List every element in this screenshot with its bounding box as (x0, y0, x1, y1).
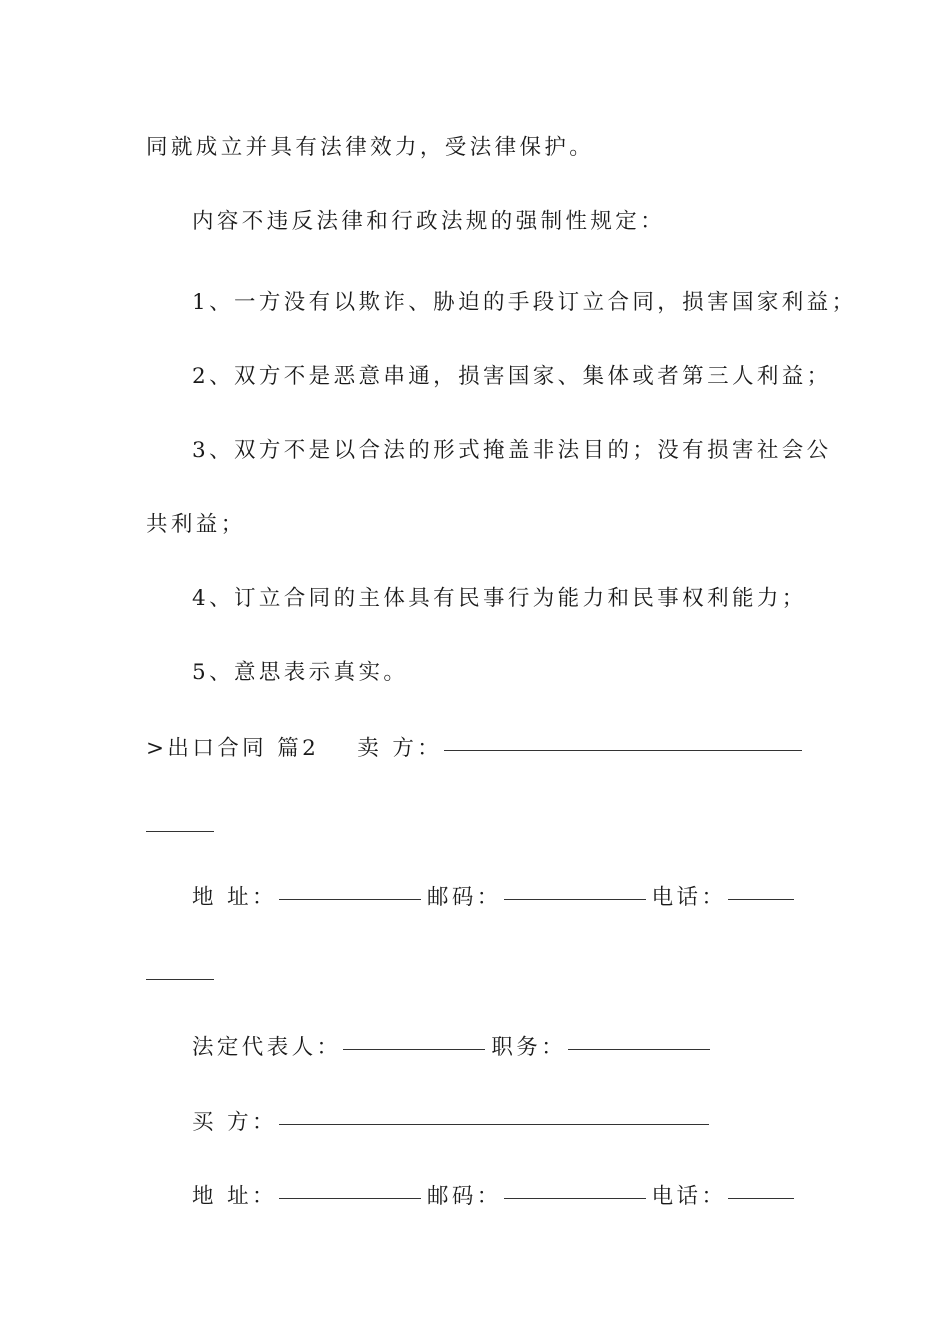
paragraph-mandatory-rules: 内容不违反法律和行政法规的强制性规定： (192, 209, 666, 234)
list-item-2: 2、双方不是恶意串通，损害国家、集体或者第三人利益； (192, 364, 832, 389)
legal-rep-blank[interactable] (343, 1048, 485, 1050)
buyer-phone-blank[interactable] (728, 1197, 794, 1199)
seller-blank[interactable] (444, 749, 802, 751)
position-label: 职务： (491, 1035, 567, 1060)
buyer-blank[interactable] (279, 1123, 709, 1125)
list-item-4: 4、订立合同的主体具有民事行为能力和民事权利能力； (192, 586, 807, 611)
paragraph-validity-end: 同就成立并具有法律效力，受法律保护。 (146, 135, 595, 160)
contract-heading: >出口合同 篇2 (146, 736, 320, 761)
buyer-row (192, 1103, 810, 1143)
list-item-3-continued: 共利益； (146, 512, 246, 537)
seller-address-row (192, 878, 810, 918)
seller-phone-label: 电话： (651, 885, 727, 910)
list-item-1: 1、一方没有以欺诈、胁迫的手段订立合同，损害国家利益； (192, 290, 857, 315)
buyer-postcode-label: 邮码： (426, 1184, 502, 1209)
position-blank[interactable] (568, 1048, 710, 1050)
seller-address-label: 地 址： (192, 885, 277, 910)
seller-row (146, 729, 810, 769)
seller-phone-continued-row (146, 958, 810, 998)
seller-blank-continued-row (146, 810, 810, 850)
list-item-3: 3、双方不是以合法的形式掩盖非法目的；没有损害社会公 (192, 438, 832, 463)
seller-address-blank[interactable] (279, 898, 421, 900)
list-item-5: 5、意思表示真实。 (192, 660, 409, 685)
seller-blank-continued[interactable] (146, 830, 214, 832)
buyer-address-row (192, 1177, 810, 1217)
seller-phone-blank-continued[interactable] (146, 978, 214, 980)
buyer-phone-label: 电话： (651, 1184, 727, 1209)
legal-rep-label: 法定代表人： (192, 1035, 342, 1060)
seller-phone-blank[interactable] (728, 898, 794, 900)
seller-postcode-blank[interactable] (504, 898, 646, 900)
seller-representative-row (192, 1028, 810, 1068)
buyer-postcode-blank[interactable] (504, 1197, 646, 1199)
buyer-address-label: 地 址： (192, 1184, 277, 1209)
seller-label: 卖 方： (357, 736, 443, 761)
buyer-address-blank[interactable] (279, 1197, 421, 1199)
buyer-label: 买 方： (192, 1110, 277, 1135)
seller-postcode-label: 邮码： (426, 885, 502, 910)
